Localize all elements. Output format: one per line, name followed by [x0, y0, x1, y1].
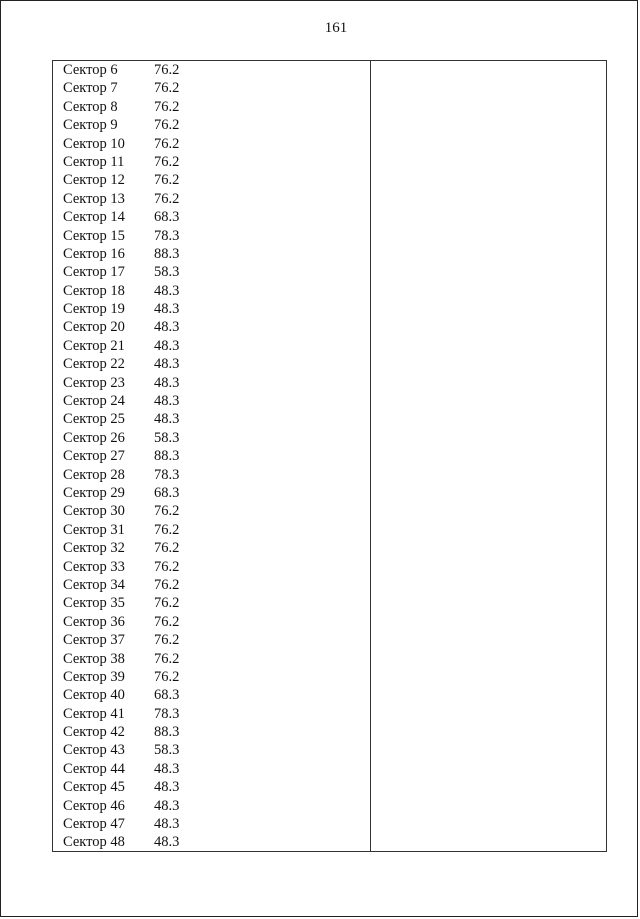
sector-value: 76.2 — [154, 650, 180, 667]
table-row — [63, 79, 363, 97]
sector-label: Сектор 36 — [63, 613, 125, 630]
table-row — [63, 392, 363, 410]
sector-value: 58.3 — [154, 742, 180, 759]
sector-value: 78.3 — [154, 466, 180, 483]
sector-label: Сектор 18 — [63, 282, 125, 299]
table-row — [63, 558, 363, 576]
sector-table — [52, 60, 607, 852]
sector-label: Сектор 41 — [63, 705, 125, 722]
table-row — [63, 613, 363, 631]
sector-value: 68.3 — [154, 687, 180, 704]
table-row — [63, 245, 363, 263]
sector-value: 88.3 — [154, 724, 180, 741]
sector-label: Сектор 25 — [63, 411, 125, 428]
sector-value: 48.3 — [154, 816, 180, 833]
table-row — [63, 98, 363, 116]
sector-label: Сектор 26 — [63, 429, 125, 446]
table-row — [63, 484, 363, 502]
sector-value: 78.3 — [154, 227, 180, 244]
table-row — [63, 521, 363, 539]
sector-label: Сектор 6 — [63, 62, 118, 78]
page-number: 161 — [324, 20, 348, 36]
table-row — [63, 61, 363, 79]
sector-value: 48.3 — [154, 797, 180, 814]
column-divider — [370, 61, 371, 851]
sector-value: 58.3 — [154, 264, 180, 281]
sector-value: 76.2 — [154, 62, 180, 78]
sector-value: 58.3 — [154, 429, 180, 446]
sector-list — [63, 61, 363, 852]
table-row — [63, 466, 363, 484]
sector-label: Сектор 45 — [63, 779, 125, 796]
table-row — [63, 116, 363, 134]
sector-label: Сектор 47 — [63, 816, 125, 833]
sector-label: Сектор 16 — [63, 245, 125, 262]
sector-value: 76.2 — [154, 172, 180, 189]
sector-label: Сектор 11 — [63, 153, 125, 170]
sector-value: 48.3 — [154, 301, 180, 318]
sector-label: Сектор 42 — [63, 724, 125, 741]
sector-label: Сектор 43 — [63, 742, 125, 759]
table-row — [63, 410, 363, 428]
sector-value: 88.3 — [154, 448, 180, 465]
sector-value: 76.2 — [154, 190, 180, 207]
sector-value: 76.2 — [154, 595, 180, 612]
table-row — [63, 797, 363, 815]
table-row — [63, 227, 363, 245]
sector-value: 48.3 — [154, 374, 180, 391]
table-row — [63, 760, 363, 778]
table-row — [63, 318, 363, 336]
sector-label: Сектор 35 — [63, 595, 125, 612]
table-row — [63, 337, 363, 355]
sector-label: Сектор 31 — [63, 521, 125, 538]
sector-value: 76.2 — [154, 98, 180, 115]
sector-label: Сектор 40 — [63, 687, 125, 704]
table-row — [63, 833, 363, 851]
table-row — [63, 539, 363, 557]
sector-label: Сектор 10 — [63, 135, 125, 152]
sector-label: Сектор 23 — [63, 374, 125, 391]
sector-label: Сектор 12 — [63, 172, 125, 189]
sector-label: Сектор 14 — [63, 209, 125, 226]
sector-label: Сектор 28 — [63, 466, 125, 483]
sector-label: Сектор 8 — [63, 98, 118, 115]
table-row — [63, 135, 363, 153]
sector-value: 48.3 — [154, 760, 180, 777]
table-row — [63, 668, 363, 686]
sector-value: 48.3 — [154, 411, 180, 428]
table-row — [63, 263, 363, 281]
sector-value: 76.2 — [154, 576, 180, 593]
sector-label: Сектор 19 — [63, 301, 125, 318]
table-row — [63, 741, 363, 759]
sector-label: Сектор 37 — [63, 632, 125, 649]
table-row — [63, 723, 363, 741]
table-row — [63, 447, 363, 465]
sector-value: 48.3 — [154, 319, 180, 336]
sector-label: Сектор 33 — [63, 558, 125, 575]
sector-value: 76.2 — [154, 503, 180, 520]
table-row — [63, 705, 363, 723]
sector-label: Сектор 30 — [63, 503, 125, 520]
sector-value: 76.2 — [154, 153, 180, 170]
table-row — [63, 374, 363, 392]
sector-value: 76.2 — [154, 135, 180, 152]
sector-label: Сектор 7 — [63, 80, 118, 97]
sector-value: 76.2 — [154, 668, 180, 685]
sector-value: 76.2 — [154, 613, 180, 630]
table-row — [63, 429, 363, 447]
table-row — [63, 594, 363, 612]
sector-label: Сектор 29 — [63, 484, 125, 501]
sector-label: Сектор 32 — [63, 540, 125, 557]
sector-label: Сектор 22 — [63, 356, 125, 373]
sector-value: 88.3 — [154, 245, 180, 262]
sector-value: 76.2 — [154, 540, 180, 557]
sector-value: 76.2 — [154, 558, 180, 575]
table-row — [63, 208, 363, 226]
table-row — [63, 778, 363, 796]
sector-value: 48.3 — [154, 834, 180, 851]
table-row — [63, 815, 363, 833]
sector-value: 68.3 — [154, 209, 180, 226]
table-row — [63, 190, 363, 208]
table-row — [63, 576, 363, 594]
sector-label: Сектор 44 — [63, 760, 125, 777]
table-row — [63, 171, 363, 189]
sector-label: Сектор 21 — [63, 337, 125, 354]
sector-label: Сектор 27 — [63, 448, 125, 465]
sector-label: Сектор 24 — [63, 393, 125, 410]
table-row — [63, 300, 363, 318]
sector-label: Сектор 17 — [63, 264, 125, 281]
sector-value: 48.3 — [154, 356, 180, 373]
sector-label: Сектор 46 — [63, 797, 125, 814]
sector-value: 48.3 — [154, 393, 180, 410]
sector-value: 76.2 — [154, 521, 180, 538]
sector-label: Сектор 9 — [63, 117, 118, 134]
table-row — [63, 686, 363, 704]
sector-value: 48.3 — [154, 337, 180, 354]
table-row — [63, 650, 363, 668]
sector-value: 48.3 — [154, 282, 180, 299]
sector-value: 76.2 — [154, 632, 180, 649]
sector-label: Сектор 20 — [63, 319, 125, 336]
table-row — [63, 502, 363, 520]
sector-label: Сектор 13 — [63, 190, 125, 207]
sector-label: Сектор 39 — [63, 668, 125, 685]
table-row — [63, 355, 363, 373]
sector-value: 48.3 — [154, 779, 180, 796]
sector-label: Сектор 34 — [63, 576, 125, 593]
sector-label: Сектор 15 — [63, 227, 125, 244]
sector-value: 78.3 — [154, 705, 180, 722]
sector-value: 68.3 — [154, 484, 180, 501]
sector-value: 76.2 — [154, 80, 180, 97]
table-row — [63, 282, 363, 300]
table-row — [63, 153, 363, 171]
table-row — [63, 631, 363, 649]
sector-label: Сектор 38 — [63, 650, 125, 667]
sector-value: 76.2 — [154, 117, 180, 134]
sector-label: Сектор 48 — [63, 834, 125, 851]
